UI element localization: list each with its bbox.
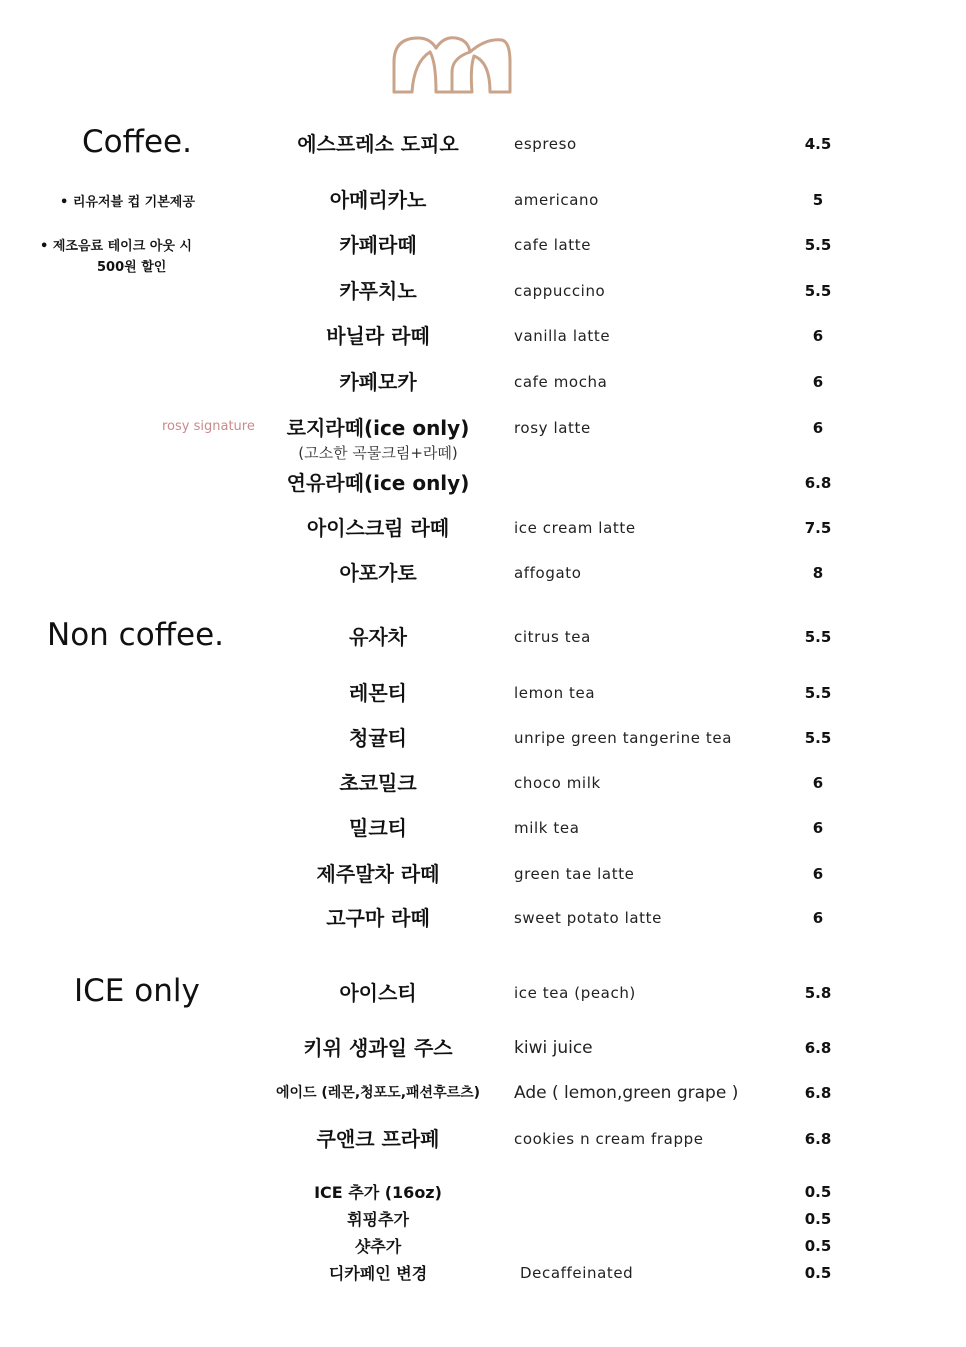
item-price: 5.5 [804, 684, 832, 702]
item-name-en: citrus tea [514, 628, 591, 646]
item-name-en: lemon tea [514, 684, 596, 702]
item-name-en: americano [514, 191, 599, 209]
item-name-kr: 키위 생과일 주스 [303, 1036, 453, 1060]
item-name-kr: 쿠앤크 프라페 [316, 1127, 440, 1151]
extra-price: 0.5 [804, 1264, 832, 1282]
item-name-kr: 청귤티 [349, 726, 407, 750]
item-name-en: milk tea [514, 819, 580, 837]
item-price: 5.5 [804, 628, 832, 646]
item-name-kr: 로지라떼(ice only) [286, 416, 470, 440]
item-name-en: vanilla latte [514, 327, 611, 345]
section-title-coffee: Coffee. [82, 124, 192, 160]
item-name-kr: 에이드 (레몬,청포도,패션후르츠) [275, 1085, 481, 1101]
menu-row [0, 903, 966, 933]
item-name-kr: 카푸치노 [339, 279, 417, 303]
item-name-en: ice cream latte [514, 519, 636, 537]
item-name-en: ice tea (peach) [514, 984, 636, 1002]
item-price: 6.8 [804, 474, 832, 492]
item-name-en: cookies n cream frappe [514, 1130, 704, 1148]
menu-row [0, 723, 966, 753]
menu-row [0, 367, 966, 397]
extra-price: 0.5 [804, 1183, 832, 1201]
item-name-en: sweet potato latte [514, 909, 662, 927]
item-price: 6 [812, 774, 824, 792]
item-price: 6.8 [804, 1039, 832, 1057]
takeout-discount-amount: 500원 할인 [97, 260, 167, 275]
item-price: 6 [812, 909, 824, 927]
item-name-kr: 초코밀크 [339, 771, 417, 795]
menu-row [0, 413, 966, 443]
item-name-en: green tae latte [514, 865, 635, 883]
extra-row [0, 1233, 966, 1260]
item-price: 6 [812, 327, 824, 345]
rosy-signature-label: rosy signature [162, 419, 255, 434]
item-name-kr: 카페라떼 [339, 233, 417, 257]
menu-row [0, 513, 966, 543]
item-name-en: rosy latte [514, 419, 591, 437]
menu-row [0, 1033, 966, 1063]
item-name-en: kiwi juice [514, 1038, 593, 1058]
item-name-en: unripe green tangerine tea [514, 729, 733, 747]
item-price: 6 [812, 865, 824, 883]
extra-price: 0.5 [804, 1210, 832, 1228]
menu-row [0, 978, 966, 1008]
item-price: 5.8 [804, 984, 832, 1002]
item-name-en: Ade ( lemon,green grape ) [514, 1083, 739, 1103]
item-name-kr: 아이스크림 라떼 [306, 516, 450, 540]
item-name-kr: 연유라떼(ice only) [286, 471, 470, 495]
item-price: 6.8 [804, 1084, 832, 1102]
menu-row [0, 230, 966, 260]
item-name-en: cafe mocha [514, 373, 608, 391]
item-name-en: affogato [514, 564, 582, 582]
item-name-kr: 밀크티 [349, 816, 407, 840]
menu-row [0, 276, 966, 306]
item-price: 5 [812, 191, 824, 209]
item-price: 7.5 [804, 519, 832, 537]
menu-row [0, 813, 966, 843]
extra-name: 휘핑추가 [347, 1210, 409, 1229]
extra-name: 디카페인 변경 [328, 1264, 428, 1283]
item-name-kr: 카페모카 [339, 370, 417, 394]
item-name-en: cafe latte [514, 236, 592, 254]
item-name-en: cappuccino [514, 282, 606, 300]
item-price: 6 [812, 373, 824, 391]
item-name-kr: 아메리카노 [329, 188, 427, 212]
item-name-en: choco milk [514, 774, 601, 792]
item-price: 5.5 [804, 282, 832, 300]
menu-row [0, 1124, 966, 1154]
rosy-arch-logo-icon [390, 32, 514, 96]
item-price: 6.8 [804, 1130, 832, 1148]
item-price: 6 [812, 819, 824, 837]
item-name-kr: 아포가토 [339, 561, 417, 585]
item-name-en: espreso [514, 135, 577, 153]
extra-name: 샷추가 [354, 1237, 402, 1256]
extra-row [0, 1206, 966, 1233]
reusable-cup-note: • 리유저블 컵 기본제공 [60, 195, 195, 210]
extra-row [0, 1260, 966, 1287]
item-price: 4.5 [804, 135, 832, 153]
menu-row [0, 185, 966, 215]
section-title-ice-only: ICE only [74, 973, 200, 1009]
item-name-kr: 유자차 [349, 625, 407, 649]
menu-row [0, 129, 966, 159]
extra-name: ICE 추가 (16oz) [314, 1183, 442, 1202]
menu-row [0, 622, 966, 652]
takeout-discount-note: • 제조음료 테이크 아웃 시 [40, 239, 192, 254]
menu-row [0, 678, 966, 708]
item-name-kr: 바닐라 라떼 [326, 324, 430, 348]
item-name-kr: 고구마 라떼 [326, 906, 430, 930]
item-price: 5.5 [804, 729, 832, 747]
section-title-non-coffee: Non coffee. [47, 617, 225, 653]
item-price: 5.5 [804, 236, 832, 254]
item-name-kr: 레몬티 [349, 681, 407, 705]
item-name-kr: 제주말차 라떼 [316, 862, 440, 886]
item-price: 6 [812, 419, 824, 437]
menu-row [0, 558, 966, 588]
menu-row [0, 768, 966, 798]
rosy-latte-description: (고소한 곡물크림+라떼) [298, 444, 458, 462]
extra-name-en: Decaffeinated [520, 1264, 634, 1282]
menu-row [0, 468, 966, 498]
menu-row [0, 1078, 966, 1108]
extra-row [0, 1179, 966, 1206]
item-name-kr: 아이스티 [339, 981, 417, 1005]
item-price: 8 [812, 564, 824, 582]
item-name-kr: 에스프레소 도피오 [297, 132, 459, 156]
menu-row [0, 859, 966, 889]
extra-price: 0.5 [804, 1237, 832, 1255]
menu-row [0, 321, 966, 351]
